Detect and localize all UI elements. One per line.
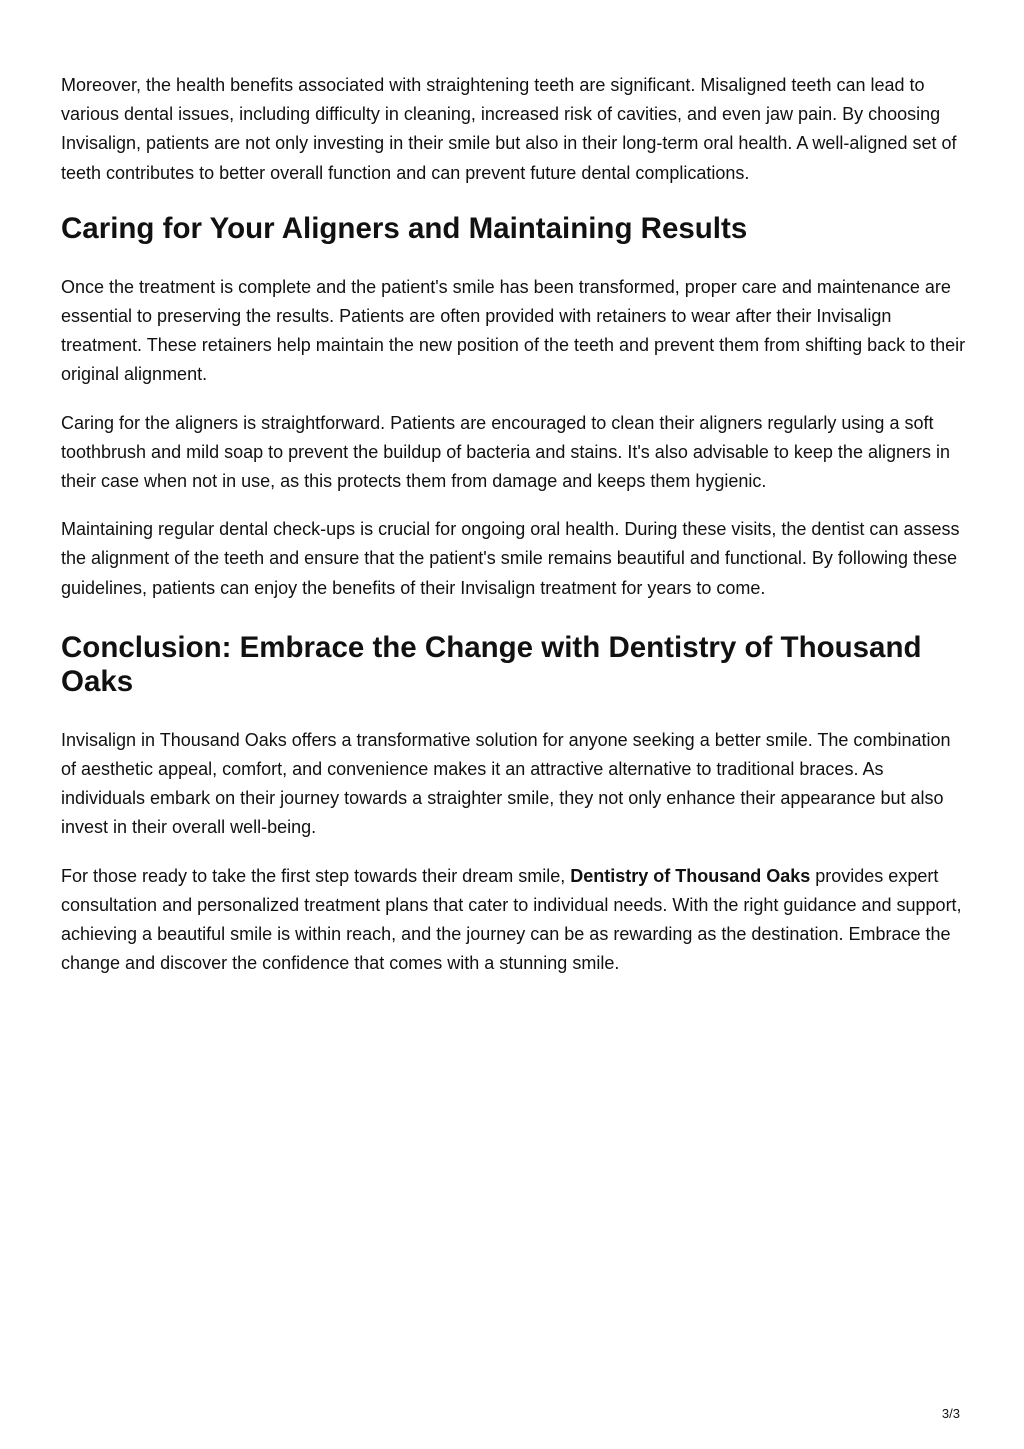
section-caring xyxy=(61,212,967,603)
section-heading-caring: Caring for Your Aligners and Maintaining Results xyxy=(61,211,748,245)
section-heading-conclusion: Conclusion: Embrace the Change with Dentistry of Thousand Oaks xyxy=(61,630,922,698)
caring-paragraph-2: Caring for the aligners is straightforward. Patients are encouraged to clean their aligners regularly using a soft toothbrush and mild soap to prevent the buildup of bacteria and stains. It's also advisable to keep the aligners in their case when not in use, as this protects them from damage and keeps them hygienic. xyxy=(61,412,950,492)
conclusion-paragraph-2 xyxy=(61,862,967,979)
caring-paragraph-3: Maintaining regular dental check-ups is crucial for ongoing oral health. During these visits, the dentist can assess the alignment of the teeth and ensure that the patient's smile remains beautiful and functional. By following these guidelines, patients can enjoy the benefits of their Invisalign treatment for years to come. xyxy=(61,519,960,598)
intro-paragraph: Moreover, the health benefits associated with straightening teeth are significant. Misaligned teeth can lead to various dental issues, including difficulty in cleaning, increased risk of cavities, and even jaw pain. By choosing Invisalign, patients are not only investing in their smile but also in their long-term oral health. A well-aligned set of teeth contributes to better overall function and can prevent future dental complications. xyxy=(61,75,957,183)
section-conclusion xyxy=(61,631,967,979)
document-page xyxy=(61,71,967,978)
conclusion-paragraph-2-lead: For those ready to take the first step towards their dream smile, xyxy=(61,865,571,886)
conclusion-paragraph-2-rest: provides expert consultation and personalized treatment plans that cater to individual needs. With the right guidance and support, achieving a beautiful smile is within reach, and the journey can be as rewarding as the destination. Embrace the change and discover the confidence that comes with a stunning smile. xyxy=(61,865,962,974)
page-number: 3/3 xyxy=(941,1406,960,1421)
caring-paragraph-1: Once the treatment is complete and the patient's smile has been transformed, proper care and maintenance are essential to preserving the results. Patients are often provided with retainers to wear after their Invisalign treatment. These retainers help maintain the new position of the teeth and prevent them from shifting back to their original alignment. xyxy=(61,276,966,385)
practice-name-bold: Dentistry of Thousand Oaks xyxy=(570,865,811,886)
conclusion-paragraph-1: Invisalign in Thousand Oaks offers a transformative solution for anyone seeking a better smile. The combination of aesthetic appeal, comfort, and convenience makes it an attractive alternative to traditional braces. As individuals embark on their journey towards a straighter smile, they not only enhance their appearance but also invest in their overall well-being. xyxy=(61,729,951,838)
